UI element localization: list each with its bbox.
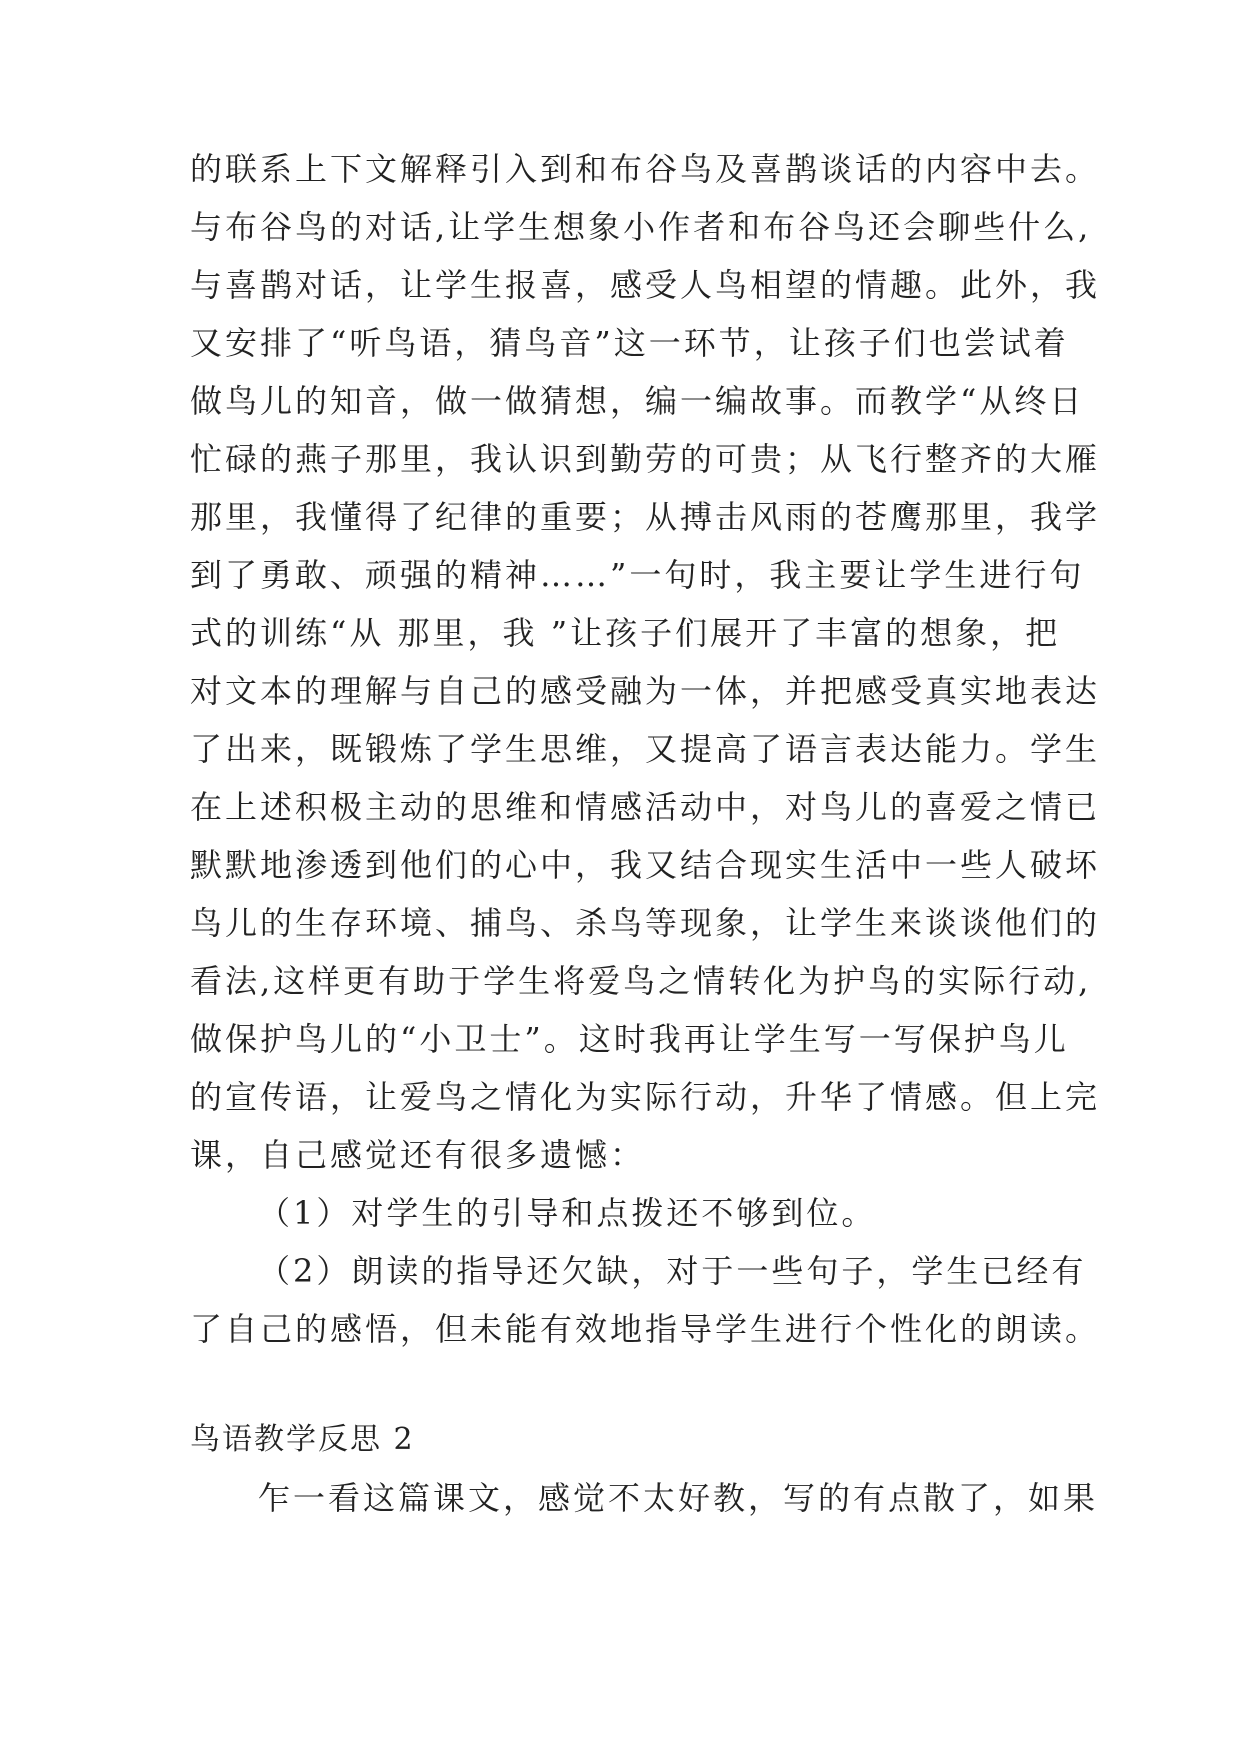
paragraph-line: 课，自己感觉还有很多遗憾： (190, 1136, 646, 1174)
paragraph-line: 看法,这样更有助于学生将爱鸟之情转化为护鸟的实际行动, (190, 962, 1092, 1000)
list-item-1: （1）对学生的引导和点拨还不够到位。 (258, 1194, 877, 1232)
paragraph-line: 对文本的理解与自己的感受融为一体，并把感受真实地表达 (190, 672, 1101, 710)
paragraph-line: 与布谷鸟的对话,让学生想象小作者和布谷鸟还会聊些什么, (190, 208, 1092, 246)
paragraph-line: 到了勇敢、顽强的精神……”一句时，我主要让学生进行句 (190, 556, 1085, 594)
paragraph-line: 与喜鹊对话，让学生报喜，感受人鸟相望的情趣。此外，我 (190, 266, 1101, 304)
paragraph-line: 在上述积极主动的思维和情感活动中，对鸟儿的喜爱之情已 (190, 788, 1101, 826)
paragraph-line: 的联系上下文解释引入到和布谷鸟及喜鹊谈话的内容中去。 (190, 150, 1101, 188)
paragraph-line: 做鸟儿的知音，做一做猜想，编一编故事。而教学“从终日 (190, 382, 1085, 420)
paragraph-line: 的宣传语，让爱鸟之情化为实际行动，升华了情感。但上完 (190, 1078, 1101, 1116)
paragraph-line: 了出来，既锻炼了学生思维，又提高了语言表达能力。学生 (190, 730, 1101, 768)
paragraph-line: 乍一看这篇课文，感觉不太好教，写的有点散了，如果 (258, 1479, 1099, 1517)
list-item-2-continued: 了自己的感悟，但未能有效地指导学生进行个性化的朗读。 (190, 1310, 1101, 1348)
paragraph-line: 忙碌的燕子那里，我认识到勤劳的可贵；从飞行整齐的大雁 (190, 440, 1101, 478)
list-item-2: （2）朗读的指导还欠缺，对于一些句子，学生已经有 (258, 1252, 1087, 1290)
paragraph-line: 默默地渗透到他们的心中，我又结合现实生活中一些人破坏 (190, 846, 1101, 884)
paragraph-line: 那里，我懂得了纪律的重要；从搏击风雨的苍鹰那里，我学 (190, 498, 1101, 536)
section-heading: 鸟语教学反思 2 (190, 1422, 415, 1457)
paragraph-line: 式的训练“从 那里，我 ”让孩子们展开了丰富的想象，把 (190, 614, 1061, 652)
paragraph-line: 鸟儿的生存环境、捕鸟、杀鸟等现象，让学生来谈谈他们的 (190, 904, 1101, 942)
paragraph-line: 又安排了“听鸟语，猜鸟音”这一环节，让孩子们也尝试着 (190, 324, 1069, 362)
paragraph-line: 做保护鸟儿的“小卫士”。这时我再让学生写一写保护鸟儿 (190, 1020, 1069, 1058)
